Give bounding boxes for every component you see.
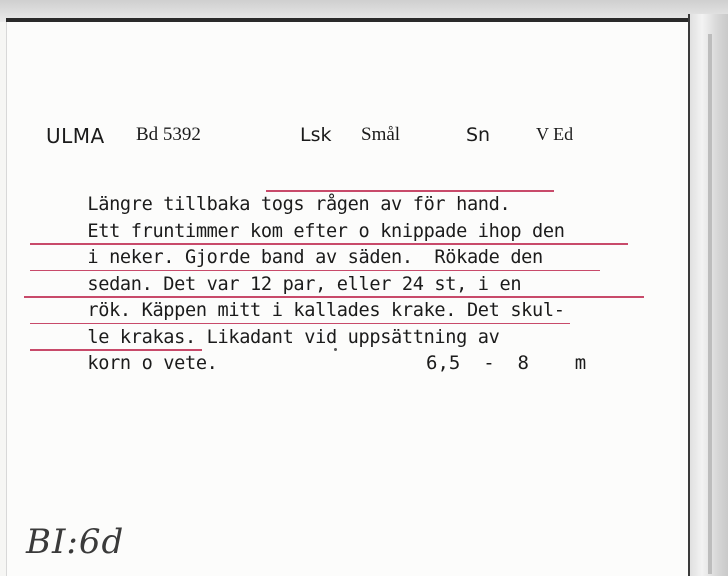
- adjacent-card-edge: [688, 14, 728, 576]
- underline-mark: [30, 349, 202, 351]
- text-line-content: sedan. Det var 12 par, eller 24 st, i en: [87, 273, 522, 295]
- ink-speck: [334, 348, 337, 351]
- measurement-value: 6,5 - 8 m: [426, 352, 587, 374]
- text-line: [44, 272, 664, 321]
- archive-label: ULMA: [46, 124, 105, 148]
- underline-mark: [24, 296, 644, 298]
- parish-value: V Ed: [536, 124, 574, 144]
- text-line-content: le krakas. Likadant vid uppsättning av: [87, 326, 500, 348]
- card-header: [46, 124, 646, 152]
- text-line: [44, 299, 664, 348]
- underline-mark: [30, 323, 570, 325]
- text-line-content: korn o vete.: [87, 353, 218, 374]
- text-line: [44, 193, 664, 242]
- province-value: Smål: [361, 124, 401, 145]
- text-line-content: Ett fruntimmer kom efter o knippade ihop den: [87, 220, 565, 242]
- text-line: [44, 166, 664, 215]
- text-line-content: Längre tillbaka togs rågen av för hand.: [87, 194, 511, 215]
- volume-number: Bd 5392: [136, 124, 201, 145]
- underline-mark: [30, 243, 628, 245]
- text-line-content: i neker. Gjorde band av säden. Rökade den: [87, 247, 543, 268]
- parish-label: Sn: [466, 124, 491, 146]
- handwritten-classification-code: BI:6d: [26, 522, 125, 562]
- underline-mark: [266, 190, 554, 192]
- card-edge-shadow: [708, 34, 712, 574]
- underline-mark: [30, 270, 600, 272]
- text-line: [44, 246, 664, 295]
- province-label: Lsk: [300, 124, 332, 146]
- text-line: [44, 219, 664, 268]
- text-line-content: rök. Käppen mitt i kallades krake. Det skul-: [87, 300, 565, 321]
